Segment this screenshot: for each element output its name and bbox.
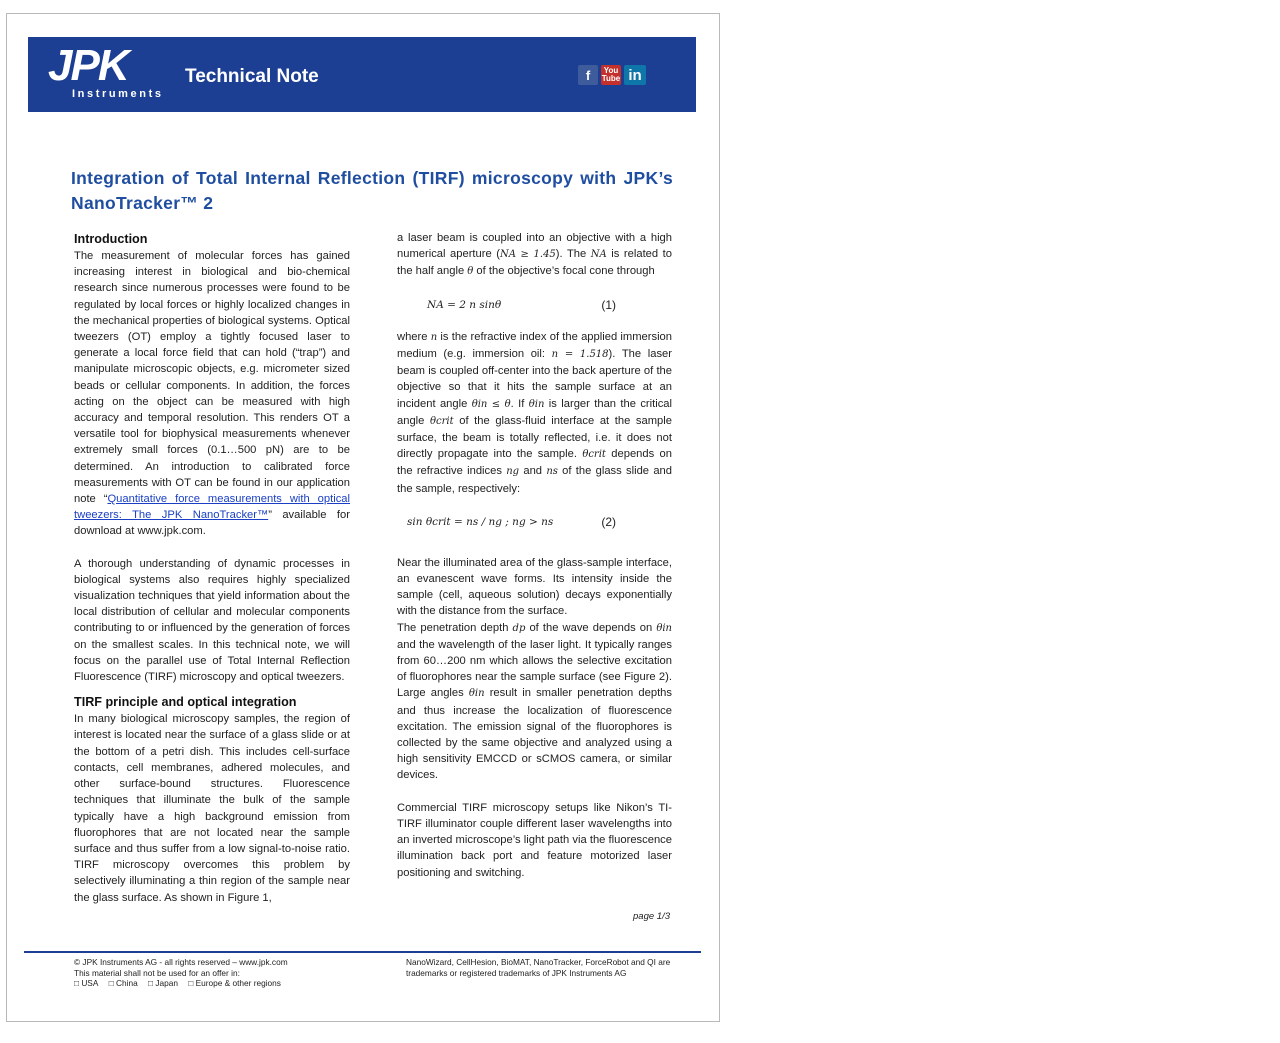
- footer-trademarks: NanoWizard, CellHesion, BioMAT, NanoTracker, ForceRobot and QI are trademarks or registered trademarks of JPK Instruments AG: [406, 957, 671, 978]
- equation-1: [397, 297, 672, 313]
- region-usa: □ USA: [74, 978, 99, 988]
- evanescent-paragraph: Near the illuminated area of the glass-sample interface, an evanescent wave forms. Its intensity inside the sample (cell, aqueous solution) decays exponentially with the distance from the surface.: [397, 556, 672, 618]
- text: ). The: [555, 248, 591, 261]
- region-europe: □ Europe & other regions: [188, 978, 281, 988]
- commercial-setups-paragraph: Commercial TIRF microscopy setups like Nikon’s TI-TIRF illuminator couple different laser wavelengths into an inverted microscope’s light path via the fluorescence illumination back port and feature motorized laser positioning and switching.: [397, 801, 672, 879]
- math: θ: [467, 266, 474, 278]
- youtube-icon-top: You: [603, 66, 619, 75]
- math: n: [430, 331, 438, 343]
- math: θin: [528, 398, 545, 410]
- text: depends on the refractive indices: [397, 448, 672, 478]
- header-banner: [28, 37, 696, 112]
- equation-2-number: (2): [601, 514, 616, 529]
- text: of the glass-fluid interface at the sample surface, the beam is totally reflected, i.e. it does not directly propagate into the sample.: [397, 414, 672, 461]
- equation-1-number: (1): [601, 297, 616, 312]
- refractive-index-paragraph: [397, 329, 672, 497]
- jpk-logo: JPK: [48, 41, 128, 90]
- application-note-link[interactable]: Quantitative force measurements with optical tweezers: The JPK NanoTracker™: [74, 493, 351, 522]
- text: ). The laser beam is coupled off-center into the back aperture of the objective so that it hits the sample surface at an incident angle: [397, 348, 672, 410]
- text: The penetration depth: [397, 621, 513, 634]
- region-china: □ China: [108, 978, 138, 988]
- footer-divider: [24, 951, 701, 953]
- youtube-icon[interactable]: [601, 65, 621, 85]
- text: is larger than the critical angle: [397, 397, 673, 427]
- logo-subtitle: Instruments: [72, 88, 164, 100]
- facebook-icon[interactable]: f: [578, 65, 598, 85]
- math: θin ≤ θ: [471, 398, 511, 410]
- na-paragraph: [397, 230, 672, 281]
- tirf-paragraph: In many biological microscopy samples, the region of interest is located near the surface of a glass slide or at the bottom of a petri dish. This includes cell-surface contacts, cell membranes, adhered molecules, and other surface-bound structures. Fluorescence techniques that illuminate the bulk of the sample typically have a high background emission from fluorophores that are not located near the sample surface and thus suffer from a low signal-to-noise ratio. TIRF microscopy overcomes this problem by selectively illuminating a thin region of the sample near the glass surface. As shown in Figure 1,: [74, 713, 350, 904]
- text: . If: [510, 397, 529, 410]
- text: and the wavelength of the laser light. It typically ranges from 60…200 nm which allows the selective excitation of fluorophores near the sample surface (see Figure 2). Large angles: [397, 638, 672, 700]
- page-number: page 1/3: [633, 911, 670, 922]
- math: θin: [656, 622, 672, 634]
- youtube-icon-bottom: Tube: [601, 74, 621, 83]
- intro-text: The measurement of molecular forces has gained increasing interest in biological and bio-chemical research since numerous processes were found to be regulated by local forces or highly localized changes in the mechanical properties of biological systems. Optical tweezers (OT) employ a tightly focused laser to generate a local force field that can hold (“trap”) and manipulate microscopic objects, e.g. micrometer sized beads or cellular components. In addition, the forces acting on the object can be measured with high accuracy and temporal resolution. This renders OT a versatile tool for biophysical measurements whenever extremely small forces (0.1…500 pN) are to be determined. An introduction to calibrated force measurements with OT can be found in our application note “: [74, 250, 350, 506]
- text: a laser beam is coupled into an objective with a high numerical aperture (: [397, 232, 672, 261]
- copyright: © JPK Instruments AG - all rights reserved – www.jpk.com: [74, 957, 288, 967]
- left-column: [74, 230, 350, 906]
- offer-notice: This material shall not be used for an offer in:: [74, 967, 240, 978]
- intro-text-end: ” available for download at www.jpk.com.: [74, 509, 350, 538]
- equation-2: [397, 511, 672, 533]
- equation-1-formula: NA = 2 n sinθ: [427, 298, 502, 311]
- heading-introduction: Introduction: [74, 232, 148, 246]
- social-links: [578, 65, 646, 85]
- text: where: [397, 330, 431, 343]
- right-column: [397, 230, 672, 881]
- heading-tirf-principle: TIRF principle and optical integration: [74, 695, 297, 710]
- document-page: [6, 13, 720, 1022]
- math: NA: [590, 249, 607, 261]
- text: is the refractive index of the applied immersion medium (e.g. immersion oil:: [397, 330, 672, 361]
- intro-paragraph: [74, 248, 350, 540]
- region-japan: □ Japan: [148, 978, 178, 988]
- text: of the wave depends on: [525, 621, 657, 634]
- dynamics-paragraph: A thorough understanding of dynamic processes in biological systems also requires highly specialized visualization techniques that yield information about the local distribution of cellular and molecular components contributing to or influenced by the generation of forces on the smallest scales. In this technical note, we will focus on the parallel use of Total Internal Reflection Fluorescence (TIRF) microscopy and optical tweezers.: [74, 557, 350, 684]
- math: ns: [546, 466, 558, 478]
- text: and: [519, 465, 547, 478]
- math: θin: [468, 688, 485, 700]
- math: dp: [512, 622, 526, 634]
- text: result in smaller penetration depths and thus increase the localization of fluorescence excitation. The emission signal of the fluorophores is collected by the same objective and analyzed using a high sensitivity EMCCD or sCMOS camera, or similar devices.: [397, 687, 672, 782]
- linkedin-icon[interactable]: in: [624, 65, 646, 85]
- footer-left: [74, 957, 289, 989]
- document-title: Integration of Total Internal Reflection (TIRF) microscopy with JPK’s NanoTracker™ 2: [71, 168, 673, 213]
- math: θcrit: [582, 449, 606, 461]
- text: is related to the half angle: [397, 248, 672, 278]
- text: of the objective’s focal cone through: [473, 265, 655, 278]
- math: θcrit: [429, 415, 454, 427]
- math: ng: [506, 466, 520, 478]
- region-list: [74, 978, 289, 989]
- math: n = 1.518: [551, 349, 609, 361]
- equation-2-formula: sin θcrit = ns / ng ; ng > ns: [407, 515, 554, 528]
- math: NA ≥ 1.45: [499, 249, 556, 261]
- penetration-paragraph: [397, 620, 672, 784]
- text: of the glass slide and the sample, respectively:: [397, 465, 672, 495]
- banner-title: Technical Note: [185, 66, 319, 87]
